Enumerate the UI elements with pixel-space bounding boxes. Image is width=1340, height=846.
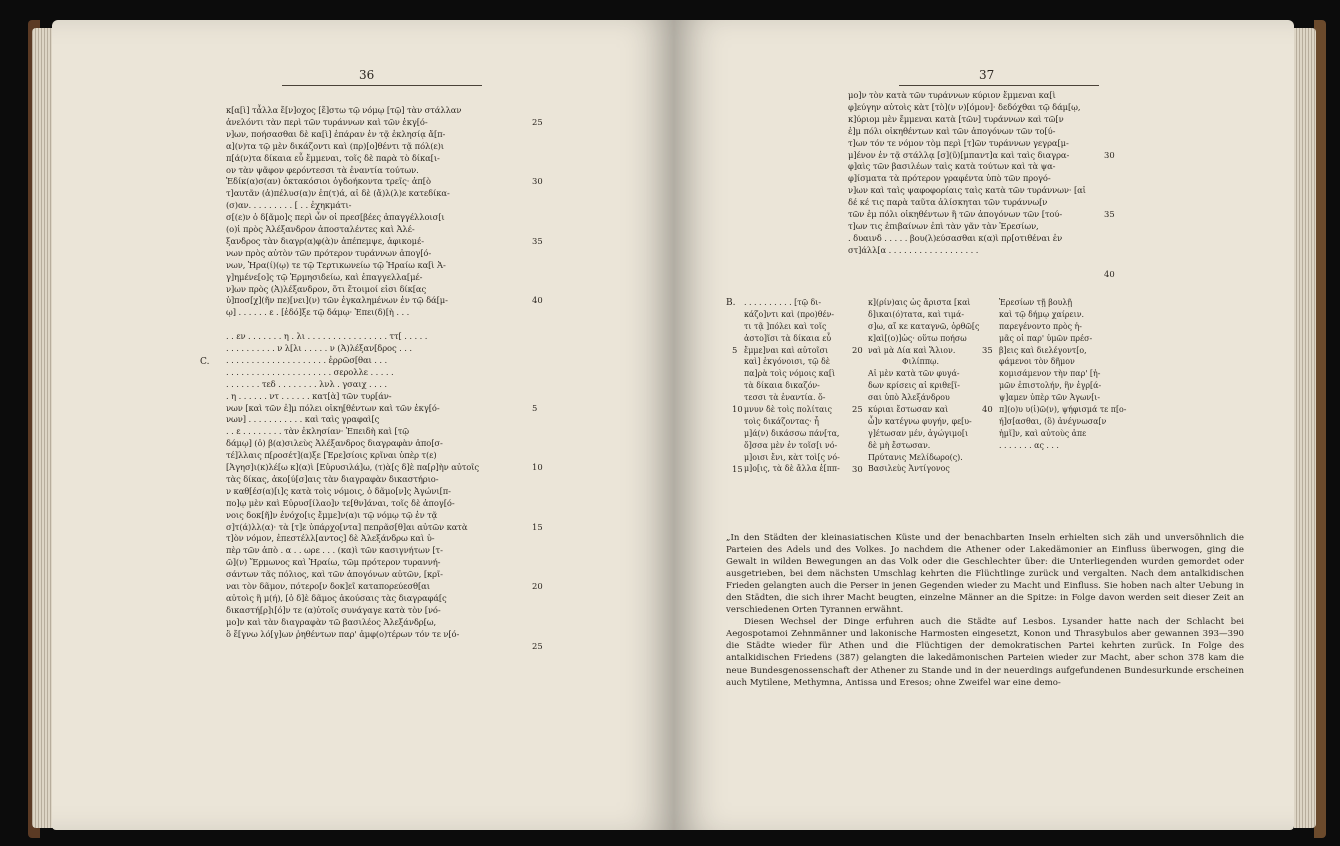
column-line: φάμενοι τὸν δῆμον <box>999 357 1075 367</box>
column-line: μ]οισι ἔνι, κὰτ τοὶ[ς νό- <box>744 452 840 462</box>
text-line: δέ κέ τις παρὰ ταῦτα ἁλίσκηται τῶν τυράννω[ν <box>848 197 1048 208</box>
text-line: α](ν)τα τῷ μὲν δικάζοντι καὶ (πρ)[ο]θέντι τᾷ πόλ(ε)ι <box>226 140 444 151</box>
text-line: ῶ](ν) Ἕρμωνος καὶ Ἡραίω, τῶμ πρότερον τυραννή- <box>226 557 441 568</box>
line-number: 5 <box>532 402 538 413</box>
line-number: 30 <box>532 176 543 187</box>
text-line: τ]αυτᾶν (ἀ)πέλυσ(α)ν ἐπ(τ)ά, αἱ δὲ (ἄ)λ(λ)ε κατεδίκα- <box>226 188 450 199</box>
line-number: 40 <box>532 295 543 306</box>
text-line: . . ε . . . . . . . . τὰν ἐκλησίαν· Ἐπειδὴ καὶ [τῷ <box>226 426 409 437</box>
text-line: μο]ν καὶ τὰν διαγραφὰν τῶ βασιλέος Ἀλεξάνδρ[ω, <box>226 616 437 627</box>
text-line: νων [καὶ τῶν ἐ]μ πόλει οἰκη[θέντων καὶ τῶν ἐκγ[ό- <box>226 402 440 413</box>
column-line: π](ο)υ υ(ἱ)ῶ(ν), ψήφισμά τε π[ο- <box>999 405 1127 415</box>
greek-column-2 <box>868 297 979 475</box>
column-line: τεσσι τὰ ἐναντία. ὄ- <box>744 393 826 403</box>
column-line: ή]σ[ασθαι, (ὃ) ἀνέγνωσα[ν <box>999 416 1107 426</box>
column-line: γ]έτωσαν μέν, ἀγώγιμο[ι <box>868 428 969 438</box>
text-line: π[ά(ν)τα δίκαια εὖ ἔμμεναι, τοῖς δὲ παρὰ τὸ δίκα[ι- <box>226 152 440 163</box>
column-line: μ]ο[ις, τὰ δὲ ἄλλα ἐ[ππ- <box>744 464 840 474</box>
german-commentary <box>726 532 1244 689</box>
text-line: . . εν . . . . . . . η . λι . . . . . . . . . . . . . . . . ττ[ . . . . . <box>226 331 428 342</box>
line-number: 20 <box>852 344 863 355</box>
column-line: ἀστο]ῖσι τὰ δίκαια εὖ <box>744 333 832 343</box>
left-page <box>52 20 674 830</box>
text-line: ὑ]ποσ[χ](ῆν πε)[νει](ν) τῶν ἐγκαλημένων ἐν τῷ δά[μ- <box>226 295 448 306</box>
line-number: 30 <box>852 463 863 474</box>
text-line: μο]ν τὸν κατὰ τῶν τυράννων κύριον ἔμμεναι κα[ὶ <box>848 90 1056 100</box>
page-edges-right <box>1294 28 1316 828</box>
text-line: ν καθ[έσ(α)[ι]ς κατὰ τοὶς νόμοις, ὁ δᾶμο[ν]ς Ἀγώνι[π- <box>226 485 451 496</box>
column-line: ἔμμε]ναι καὶ αὐτοῖσι <box>744 345 829 355</box>
text-line: . . . . . . . . . . . . . . . . . . . . . σερολλε . . . . . <box>226 366 394 377</box>
text-line: κ]ύριομ μὲν ἔμμεναι κατὰ [τῶν] τυράννων καὶ τῶ[ν <box>848 113 1064 124</box>
column-line: ὄ]σσα μὲν ἐν τοῖσ[ι νό- <box>744 440 838 450</box>
text-line: [Ἀγησ]ι(κ)λέ[ω κ](α)ὶ [Εὐρυσιλά]ω, (τ)ὰ[ς δ]ὲ πα[ρ]ὴν αὐτοῖς <box>226 462 479 472</box>
column-line: κάζο]ντι καὶ (προ)θέν- <box>744 309 835 319</box>
column-line: καὶ τῷ δήμῳ χαίρειν. <box>999 309 1085 319</box>
line-number: 15 <box>732 463 743 474</box>
greek-column-1 <box>744 297 840 475</box>
line-number: 5 <box>732 344 738 355</box>
commentary-paragraph: Diesen Wechsel der Dinge erfuhren auch die Städte auf Lesbos. Lysander hatte nach der Schlacht bei Aegospotamoi Zehnmänner und lakonische Harmosten eingesetzt, Konon und Thrasybulos aber gewannen 393—390 die Städte wieder für Athen und die Flüchtigen der demokratischen Partei kehrten zurück. In Folge des antalkidischen Friedens (387) gelangten die lakedämonischen Parteien wieder zur Macht, aber schon 378 kam die neue Bundesgenossenschaft der Athener zu Stande und in der neuerdings aufgefundenen Bundesurkunde erscheinen auch Mytilene, Methymna, Antissa und Eresos; ohne Zweifel war eine demo- <box>726 617 1244 688</box>
text-line: γ]ημένε[ο]ς τῷ Ἑρμησιδείω, καὶ ἐπαγγελλα[μέ- <box>226 271 423 282</box>
column-line: σ]ω, αἴ κε καταγνῶ, ὀρθῶ[ς <box>868 321 980 331</box>
margin-letter: B. <box>726 298 736 308</box>
line-number: 20 <box>532 581 543 591</box>
column-line: σαι ὑπὸ Ἀλεξάνδρου <box>868 393 950 403</box>
page-number: 36 <box>359 68 375 82</box>
text-line: ῳ] . . . . . . ε . [ἐδό]ξε τῷ δάμῳ· Ἐπει(δ)[ὴ . . . <box>226 307 410 318</box>
column-line: Βασιλεὺς Ἀντίγονος <box>868 464 950 474</box>
line-number: 10 <box>532 462 543 472</box>
right-page <box>674 20 1294 830</box>
line-number: 40 <box>1104 268 1115 279</box>
column-line: μ]ά(ν) δικάσσω πάν[τα, <box>744 428 840 438</box>
column-line: κομισάμενον τὴν παρ' [ἡ- <box>999 369 1101 379</box>
text-line: ν]ων πρὸς (Ἀ)λέξανδρον, ὅτι ἕτοιμοί εἰσι δίκ[ας <box>226 283 427 294</box>
line-number: 30 <box>1104 149 1115 160</box>
column-line: κ]αὶ[(ο)]ὠς· οὕτω ποήσω <box>868 333 967 343</box>
text-line: ον τὰν ψᾶφον φερόντεσσι τὰ ἐναντία τούτων. <box>226 164 419 175</box>
margin-letter: C. <box>200 357 210 367</box>
column-line: κύριαι ἔστωσαν καὶ <box>868 405 949 415</box>
column-line: . . . . . . . . . . [τῷ δι- <box>744 298 822 307</box>
line-number: 15 <box>532 521 543 532</box>
column-line: ναὶ μὰ Δία καὶ Ἅλιον. <box>868 345 956 355</box>
text-line: φ]ίσματα τὰ πρότερον γραφέντα ὑπὸ τῶν προγό- <box>848 173 1051 184</box>
column-line: μᾶς οἱ παρ' ὑμῶν πρέσ- <box>999 333 1093 343</box>
page-number: 37 <box>979 68 995 82</box>
line-number: 35 <box>982 344 993 355</box>
column-line: Φιλίππῳ. <box>902 357 939 367</box>
page-edges-left <box>32 28 54 828</box>
text-line: αὐτοὶς ἢ μ(ή), [ὁ δ]ὲ δᾶμος ἀκούσαις τὰς διαγραφά[ς <box>226 592 447 603</box>
column-line: ψ]αμεν ὑπὲρ τῶν Ἀγων[ι- <box>999 393 1101 403</box>
text-line: νων πρὸς αὐτὸν τῶν πρότερον τυράννων ἀπογ[ό- <box>226 247 432 258</box>
line-number: 35 <box>532 235 543 246</box>
line-number: 40 <box>982 404 993 415</box>
text-line: νων, Ἡρα(ί)(ῳ) τε τῷ Τερτικωνείω τῷ Ἡραίω κα[ὶ Ἀ- <box>226 259 446 270</box>
text-line: τὰς δίκας, ἀκο[ύ[σ]αις τὰν διαγραφὰν δικαστήριο- <box>226 473 439 484</box>
text-line: . δυαινδ . . . . . βου(λ)εύσασθαι κ(α)ὶ πρ[οτιθέναι ἐν <box>848 232 1063 243</box>
header-rule <box>899 85 1099 86</box>
text-line: . . . . . . . τεδ . . . . . . . . λνλ . γσαιχ . . . . <box>226 378 387 389</box>
column-line: μῶν ἐπιστολήν, ἣν ἐγρ[ά- <box>999 381 1102 391</box>
text-line: μ]ένον ἐν τᾷ στάλλᾳ [σ](ῦ)[μπαντ]α καὶ ταὶς διαγρα- <box>848 149 1070 160</box>
column-line: μνυν δὲ τοὶς πολίταις <box>744 405 832 415</box>
column-line: Πρύτανις Μελίδωρο(ς). <box>868 452 963 462</box>
text-line: . . . . . . . . . . ν λ[λι . . . . . ν (Ἀ)λέξαν[δρος . . . <box>226 343 412 353</box>
text-line: ν]ων, ποήσασθαι δὲ κα[ὶ] ἐπάραν ἐν τᾷ ἐκλησίᾳ ἄ[π- <box>226 128 446 139</box>
text-line: νοις δοκ[ῆ]ν ἐνόχο[ις ἔμμε]ν(α)ι τῷ νόμῳ τῷ ἐν τᾷ <box>226 509 438 520</box>
column-line: δων κρίσεις αἱ κριθε[ῖ- <box>868 381 960 391</box>
text-line: δικαστή[ρ]ι[ό]ν τε (α)ὐτοῖς συνάγαγε κατὰ τὸν [νό- <box>226 604 441 615</box>
text-line: σ]τ(ά)λλ(α)· τὰ [τ]ε ὑπάρχο[ντα] πεπρᾶσ[θ]αι αὐτῶν κατὰ <box>226 521 468 532</box>
open-book <box>28 6 1326 838</box>
text-line: τ]ων τις ἐπιβαίνων ἐπὶ τὰν γᾶν τὰν Ἐρεσίων, <box>848 220 1039 231</box>
line-number: 35 <box>1104 209 1115 219</box>
commentary-paragraph: „In den Städten der kleinasiatischen Küste und der benachbarten Inseln erhielten sich zäh und unversöhnlich die Parteien des Adels und des Volkes. Jo nachdem die Athener oder Lakedämonier an Einfluss überwogen, ging die Gewalt in wilden Bewegungen an das Volk oder die Geschlechter über: die Unterliegenden wurden gemordet oder ausgetrieben, bei dem nächsten Umschlag kehrten die Flüchtlinge zurück und vergalten. Nach dem antalkidischen Frieden gelangten auch die Perser in jenen Gegenden wieder zu Macht und Einfluss. Sie hoben nach alter Uebung in den Städten, die sich ihrer Macht beugten, einzelne Männer an die Spitze: in Folge davon werden seit dieser Zeit an verschiedenen Orten Tyrannen erwähnt. <box>726 533 1244 616</box>
line-number: 25 <box>532 640 543 651</box>
column-line: τοὶς δικάζοντας· ἦ <box>744 416 819 426</box>
text-line: ἐ]μ πόλι οἰκηθέντων καὶ τῶν ἀπογόνων τῶν το[ύ- <box>848 125 1056 136</box>
text-line: ἀνελόντι τὰν περὶ τῶν τυράννων καὶ τῶν ἐκγ[ό- <box>226 116 428 127</box>
text-line: . . . . . . . . . . . . . . . . . . . . ἐρρῶσ[θαι . . . <box>226 354 388 365</box>
text-line: πο]ῳ μὲν καὶ Εὐρυσ[ίλαο]ν τε[θν]άναι, τοῖς δὲ ἀπογ[ό- <box>226 497 455 508</box>
line-number: 10 <box>732 404 743 415</box>
text-line: ναι τὸν δᾶμον, πότερο[ν δοκ]εῖ καταπορεύεσθ[αι <box>226 581 430 591</box>
text-line: ν]ων καὶ ταὶς ψαφοφορίαις ταὶς κατὰ τῶν τυράννων· [αἰ <box>848 185 1086 196</box>
column-line: Ἐρεσίων τῇ βουλῇ <box>999 298 1073 307</box>
column-line: τὰ δίκαια δικαζόν- <box>744 381 820 391</box>
column-line: πα]ρὰ τοὶς νόμοις κα[ὶ <box>744 369 836 379</box>
line-number: 25 <box>852 404 863 415</box>
text-line: τῶν ἐμ πόλι οἰκηθέντων ἢ τῶν ἀπογόνων τῶν [τού- <box>848 209 1063 219</box>
text-line: στ]άλλ[α . . . . . . . . . . . . . . . . . . <box>848 244 979 255</box>
column-line: καὶ] ἐκγόνοισι, τῷ δὲ <box>744 357 831 367</box>
text-line: φ]αὶς τῶν βασιλέων ταὶς κατὰ τούτων καὶ τὰ ψα- <box>848 161 1056 172</box>
line-number: 25 <box>532 116 543 127</box>
column-line: ἡμῖ]ν, καὶ αὐτοὺς ἀπε <box>999 428 1087 438</box>
column-line: ὧ]ν κατέγνω φυγήν, φε[υ- <box>868 416 972 426</box>
text-line: σ[(ε)ν ὁ δ[ᾶμο]ς περὶ ὧν οἱ πρεσ[βέες ἀπαγγέλλοισ[ι <box>226 212 445 223</box>
column-line: . . . . . . . ας . . . <box>999 440 1059 450</box>
column-line: β]εις καὶ διελέγοντ[ο, <box>999 345 1087 355</box>
text-line: ξανδρος τὰν διαγρ(α)φ(ὰ)ν ἀπέπεμψε, ἀφικομέ- <box>226 235 424 246</box>
text-line: Ἐδίκ(α)σ(αν) ὀκτακόσιοι ὀγδοήκοντα τρεῖς· ἀπ[ὸ <box>226 176 431 187</box>
text-line: σάντων τᾶς πόλιος, καὶ τῶν ἀπογόνων αὐτῶν, [κρῖ- <box>226 569 443 580</box>
text-line: (ο)ἱ πρὸς Ἀλέξανδρον ἀποσταλέντες καὶ Ἀλέ- <box>226 224 415 234</box>
column-line: δ]ικαι(ό)τατα, καὶ τιμά- <box>868 309 965 319</box>
text-line: τ]ὸν νόμον, ἐπεστέλλ[αντος] δὲ Ἀλεξάνδρω καὶ ὑ- <box>226 533 435 544</box>
header-rule <box>282 85 482 86</box>
text-line: ὃ ἔ[γνω λό[γ]ων ῥηθέντων παρ' ἀμφ(ο)τέρων τόν τε ν[ό- <box>226 628 460 639</box>
column-line: τι τᾷ ]πόλει καὶ τοῖς <box>744 321 827 331</box>
text-line: κ[α[ὶ] τἆλλα ἔ[ν]οχος [ἔ]στω τῷ νόμῳ [τῷ] τὰν στάλλαν <box>226 105 462 115</box>
text-line: φ]εύγην αὐτοὶς κὰτ [τὸ](ν ν)[όμον]· δεδόχθαι τῷ δάμ[ῳ, <box>848 101 1081 112</box>
text-line: πὲρ τῶν ἀπὸ . α . . ωρε . . . (κα)ὶ τῶν κασιγνήτων [τ- <box>226 545 443 556</box>
greek-column-3 <box>999 297 1126 452</box>
column-line: Αἱ μὲν κατὰ τῶν φυγά- <box>868 369 960 379</box>
text-line: τέ]λλαις π[ροσέτ](α)ξε [Ἐρε]σίοις κρῖναι ὑπὲρ τ(ε) <box>226 450 437 461</box>
text-line: δάμῳ] (ὁ) β(α)σιλεὺς Ἀλέξανδρος διαγραφὰν ἀπο[σ- <box>226 438 443 449</box>
text-line: τ]ων τόν τε νόμον τὸμ περὶ [τ]ῶν τυράννων γεγρα[μ- <box>848 137 1069 148</box>
column-line: δὲ μὴ ἔστωσαν. <box>868 440 931 450</box>
text-line: (σ)αν. . . . . . . . . [ . . ἐχηκμάτι- <box>226 200 352 211</box>
text-line: . η . . . . . . ντ . . . . . . κατ[ὰ] τῶν τυρ[άν- <box>226 390 392 401</box>
text-line: νων] . . . . . . . . . . . καὶ ταὶς γραφαὶ[ς <box>226 414 380 425</box>
column-line: παρεγένοντο πρὸς ἡ- <box>999 321 1082 331</box>
column-line: κ](ρίν)αις ὡς ἄριστα [καὶ <box>868 298 971 307</box>
